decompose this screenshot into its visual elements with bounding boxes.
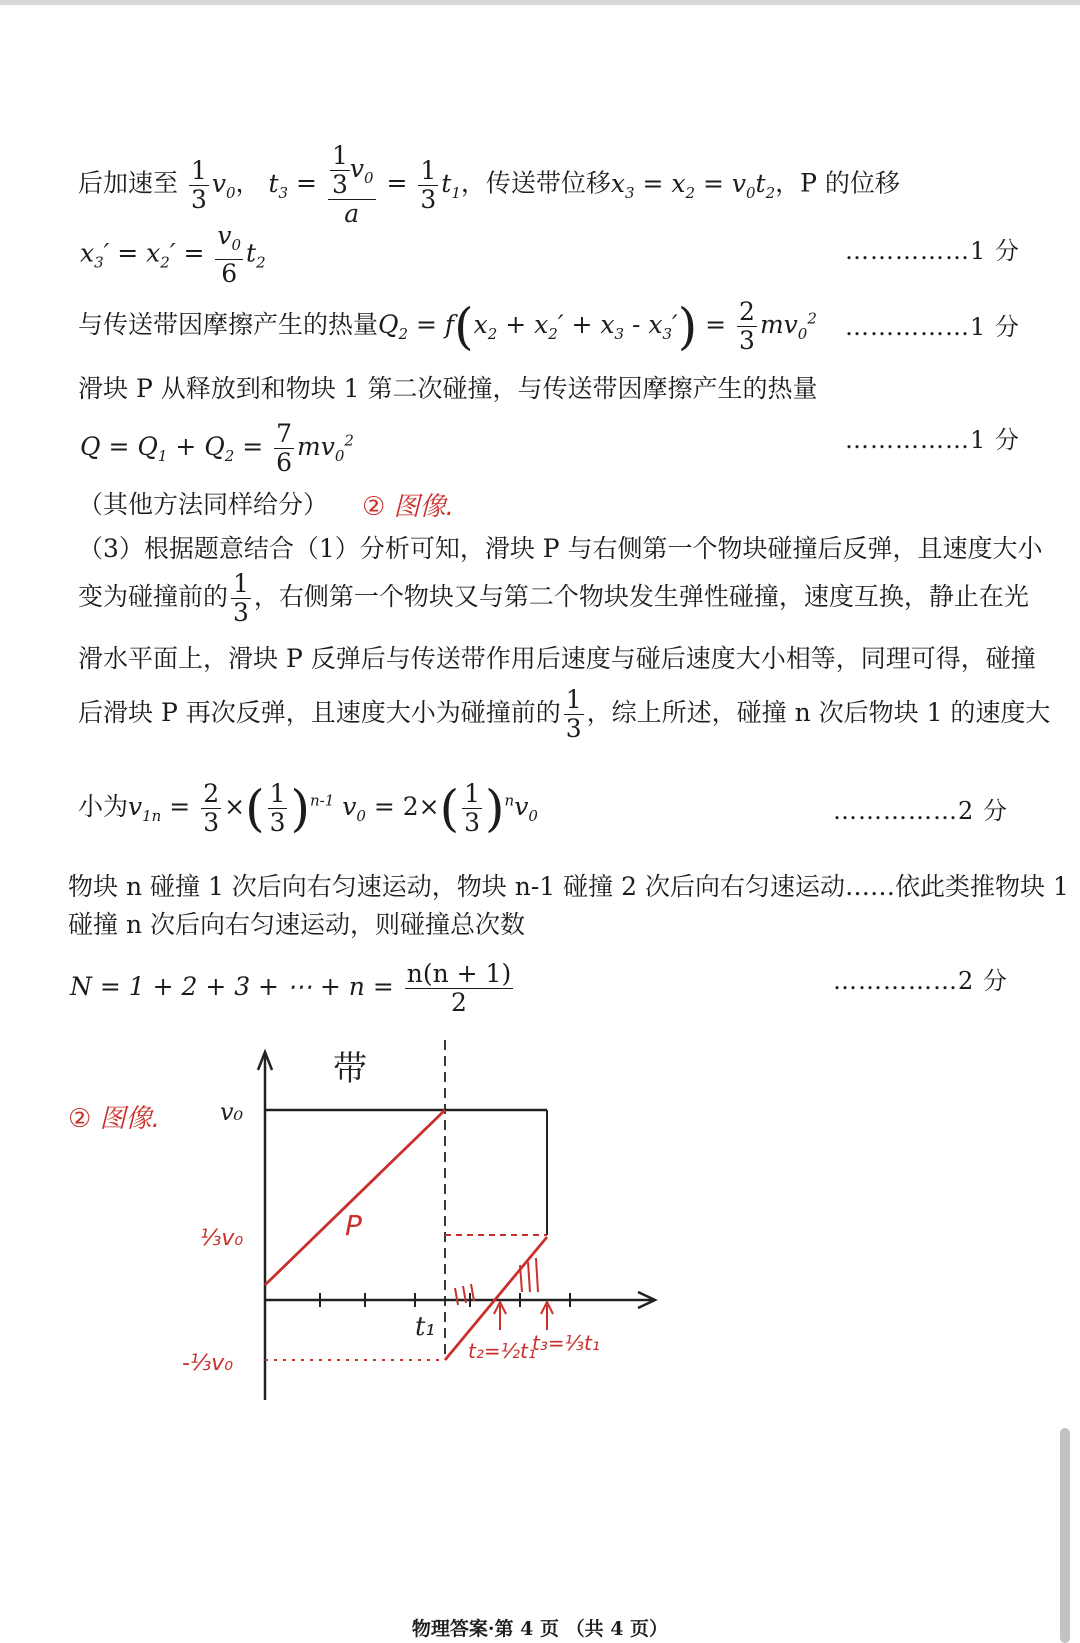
handwritten-note-graph: ② 图像. xyxy=(362,492,454,522)
part3-line4: 后滑块 P 再次反弹，且速度大小为碰撞前的 $\frac{1}{3}$ ，综上所述，碰撞 n 次后物块 1 的速度大 xyxy=(78,685,1051,743)
label-t2: t₂=½t₁ xyxy=(468,1339,536,1363)
score-3: ……………1 分 xyxy=(845,426,1020,454)
line-total-heat-formula: $Q = Q_1 + Q_2$ = $\frac{7}{6}$ $mv_0^2$ xyxy=(80,419,354,477)
scrollbar-thumb[interactable] xyxy=(1060,1428,1070,1643)
part3-line2: 变为碰撞前的 $\frac{1}{3}$ ，右侧第一个物块又与第二个物块发生弹性碰撞，速度互换，静止在光 xyxy=(78,569,1029,627)
label-v0: v₀ xyxy=(220,1098,244,1126)
score-5: ……………2 分 xyxy=(833,967,1008,995)
score-1: ……………1 分 xyxy=(845,237,1020,265)
part4-line1: 物块 n 碰撞 1 次后向右匀速运动，物块 n-1 碰撞 2 次后向右匀速运动……依此类推物块 1 xyxy=(68,872,1069,901)
top-border xyxy=(0,0,1080,5)
page-footer: 物理答案·第 4 页 （共 4 页） xyxy=(411,1618,669,1640)
label-belt: 带 xyxy=(333,1049,367,1089)
line-other-methods: （其他方法同样给分） xyxy=(78,490,329,519)
line-accel: 后加速至 $\frac{1}{3}$ $v_0$， $t_3$ = $\frac{1}{3}$ $v_0$ a = $\frac{1}{3}$ $t_1$，传送带位移$x_3 = x_2 = v_0t_2$，P 的位移 xyxy=(78,141,900,228)
part4-formula: N = 1 + 2 + 3 + ⋯ + n = $\frac{n(n + 1)}{2}$ xyxy=(70,959,512,1017)
label-t1: t₁ xyxy=(415,1312,436,1342)
handwritten-note-graph-2: ② 图像. xyxy=(68,1104,160,1134)
label-neg-third-v0: -⅓v₀ xyxy=(182,1351,234,1376)
label-t3: t₃=⅓t₁ xyxy=(532,1331,600,1355)
velocity-time-graph xyxy=(182,1030,900,1430)
label-P: P xyxy=(345,1209,362,1242)
part3-line1: （3）根据题意结合（1）分析可知，滑块 P 与右侧第一个物块碰撞后反弹，且速度大小 xyxy=(78,534,1043,563)
score-4: ……………2 分 xyxy=(833,797,1008,825)
line-total-heat-text: 滑块 P 从释放到和物块 1 第二次碰撞，与传送带因摩擦产生的热量 xyxy=(78,374,818,403)
line-p-displacement: $x_3' = x_2'$ = $\frac{v_0}{6}$ $t_2$ xyxy=(80,221,266,288)
label-third-v0: ⅓v₀ xyxy=(200,1226,244,1251)
part4-line2: 碰撞 n 次后向右匀速运动，则碰撞总次数 xyxy=(68,910,525,939)
p-velocity-line-1 xyxy=(265,1110,445,1285)
score-2: ……………1 分 xyxy=(845,313,1020,341)
part3-line5: 小为$v_{1n}$ = $\frac{2}{3}$ ×( $\frac{1}{3}$ )$^{n-1}$ $v_0 = 2\times$( $\frac{1}{3}$ )$^nv_0$ xyxy=(78,779,538,838)
part3-line3: 滑水平面上，滑块 P 反弹后与传送带作用后速度与碰后速度大小相等，同理可得，碰撞 xyxy=(78,644,1036,673)
line-heat-q2: 与传送带因摩擦产生的热量$Q_2 = f(x_2 + x_2' + x_3 - x_3')$ = $\frac{2}{3}$ $mv_0^2$ xyxy=(78,297,817,356)
